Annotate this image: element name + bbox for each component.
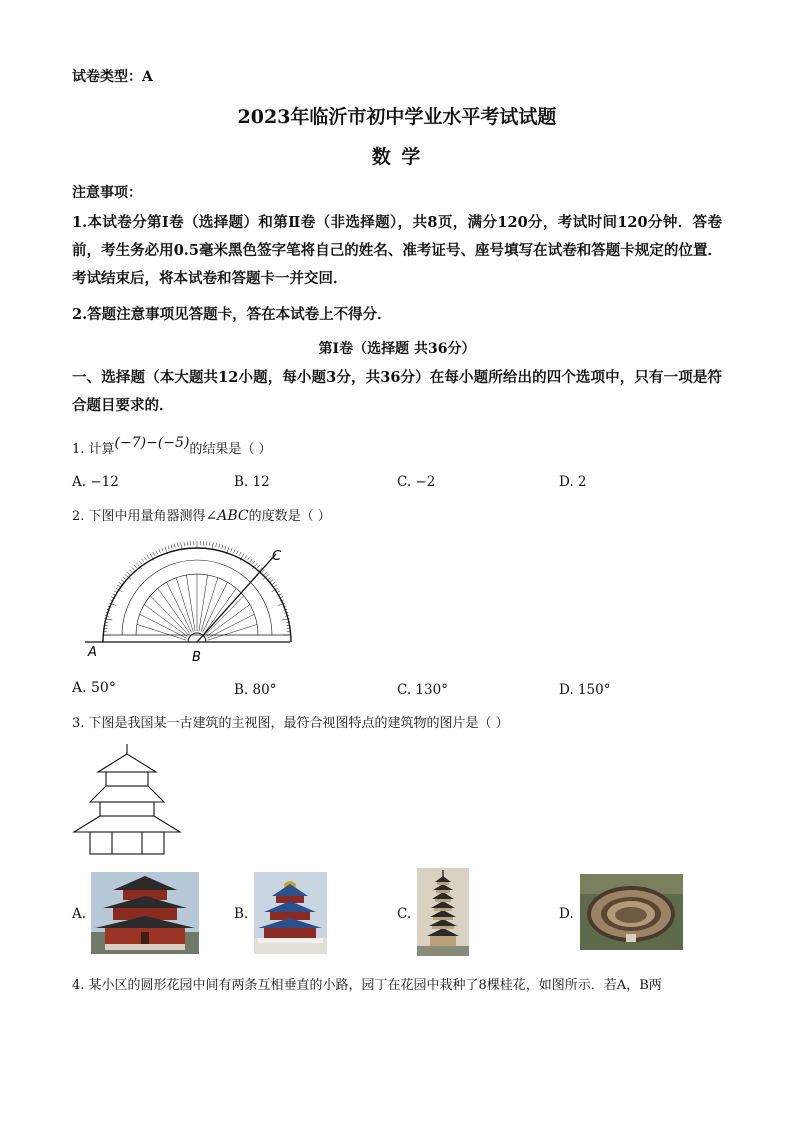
question-1: [72, 435, 272, 457]
q2-angle: ∠ABC: [205, 508, 249, 524]
protractor-tick: [156, 551, 158, 555]
label-b: B: [192, 650, 201, 665]
protractor-tick: [129, 570, 132, 573]
protractor-ray: [144, 605, 187, 637]
label-a: A: [88, 645, 97, 660]
building-photo-d: [580, 874, 683, 950]
q1-prefix: 1. 计算: [72, 442, 115, 457]
protractor-tick: [239, 552, 241, 556]
q2-option-c: C. 130°: [397, 682, 448, 698]
protractor-tick: [234, 549, 236, 553]
protractor-tick: [272, 582, 275, 584]
subject-title: 数 学: [371, 146, 423, 168]
building-photo-b: [254, 872, 327, 954]
protractor-tick: [119, 582, 122, 584]
protractor-tick: [247, 557, 249, 560]
protractor-ray: [186, 575, 195, 631]
protractor-tick: [257, 565, 260, 568]
q1-option-c: C. −2: [397, 474, 436, 490]
section-instruction: 一、选择题（本大题共12小题，每小题3分，共36分）在每小题所给出的四个选项中，只有一项是符合题目要求的．: [72, 369, 722, 414]
protractor-tick: [210, 542, 211, 546]
protractor-tick: [123, 577, 126, 579]
question-4: 4. 某小区的圆形花园中间有两条互相垂直的小路，园丁在花园中栽种了8棵桂花，如图所示．若A，B两: [72, 978, 662, 993]
q2-option-d: D. 150°: [559, 682, 611, 698]
protractor-tick: [245, 555, 247, 558]
protractor-figure: [80, 540, 310, 670]
q1-option-b: B. 12: [234, 474, 270, 490]
building-photo-c: [417, 868, 469, 956]
protractor-tick: [147, 555, 149, 558]
question-3: 3. 下图是我国某一古建筑的主视图，最符合视图特点的建筑物的图片是（ ）: [72, 716, 509, 731]
section-title: 第Ⅰ卷（选择题 共36分）: [318, 341, 476, 357]
protractor-ray: [208, 624, 257, 640]
protractor-tick: [127, 572, 130, 575]
q1-option-d: D. 2: [559, 474, 587, 490]
protractor-ray: [176, 578, 193, 632]
notice-heading: 注意事项：: [72, 185, 142, 201]
q3-option-b-label: B.: [234, 906, 249, 922]
q1-suffix: 的结果是（ ）: [189, 442, 272, 457]
protractor-tick: [236, 551, 238, 555]
protractor-tick: [250, 559, 252, 562]
q3-option-d-label: D.: [559, 906, 574, 922]
question-2: [72, 505, 331, 524]
protractor-ray: [204, 588, 236, 633]
protractor-tick: [132, 567, 135, 570]
notice-item-1: 1.本试卷分第Ⅰ卷（选择题）和第Ⅱ卷（非选择题），共8页，满分120分，考试时间120分钟．答卷前，考生务必用0.5毫米黑色签字笔将自己的姓名、准考证号、座号填写在试卷和答题卡规定的位置．考试结束后，将本试卷和答题卡一并交回．: [72, 214, 722, 287]
q3-option-c-label: C.: [397, 906, 412, 922]
protractor-ray: [199, 575, 208, 631]
protractor-tick: [168, 546, 169, 550]
q1-expression: (−7)−(−5): [114, 435, 190, 451]
protractor-tick: [268, 577, 271, 579]
exam-title: 2023年临沂市初中学业水平考试试题: [237, 106, 557, 128]
protractor-tick: [134, 565, 137, 568]
protractor-tick: [142, 559, 144, 562]
paper-type: 试卷类型：A: [72, 69, 153, 85]
protractor-tick: [177, 543, 178, 547]
building-photo-a: [91, 872, 199, 954]
protractor-ray: [158, 588, 190, 633]
protractor-tick: [231, 548, 232, 552]
protractor-tick: [270, 580, 273, 582]
protractor-tick: [174, 544, 175, 548]
q2-option-b: B. 80°: [234, 682, 277, 698]
protractor-tick: [162, 548, 163, 552]
protractor-tick: [117, 585, 120, 587]
protractor-tick: [222, 545, 223, 549]
protractor-tick: [225, 546, 226, 550]
q1-option-a: A. −12: [72, 474, 119, 490]
protractor-tick: [153, 552, 155, 556]
protractor-tick: [144, 557, 146, 560]
protractor-tick: [216, 543, 217, 547]
q2-suffix: 的度数是（ ）: [248, 509, 331, 524]
protractor-tick: [273, 585, 276, 587]
q2-option-a-text: A. 50°: [72, 680, 116, 696]
front-view-figure: [70, 742, 185, 857]
protractor-tick: [171, 545, 172, 549]
protractor-tick: [219, 544, 220, 548]
protractor-tick: [139, 561, 141, 564]
protractor-ray: [201, 578, 218, 632]
q2-prefix: 2. 下图中用量角器测得: [72, 509, 206, 524]
protractor-ray: [137, 624, 186, 640]
protractor-tick: [121, 580, 124, 582]
q3-option-a-label: A.: [72, 906, 87, 922]
protractor-tick: [264, 572, 267, 575]
notice-item-2: 2.答题注意事项见答题卡，答在本试卷上不得分．: [72, 306, 392, 323]
protractor-tick: [159, 549, 161, 553]
protractor-ray: [207, 605, 250, 637]
protractor-tick: [252, 561, 254, 564]
protractor-tick: [184, 542, 185, 546]
label-c: C: [272, 549, 282, 564]
q2-option-a: [72, 680, 116, 696]
